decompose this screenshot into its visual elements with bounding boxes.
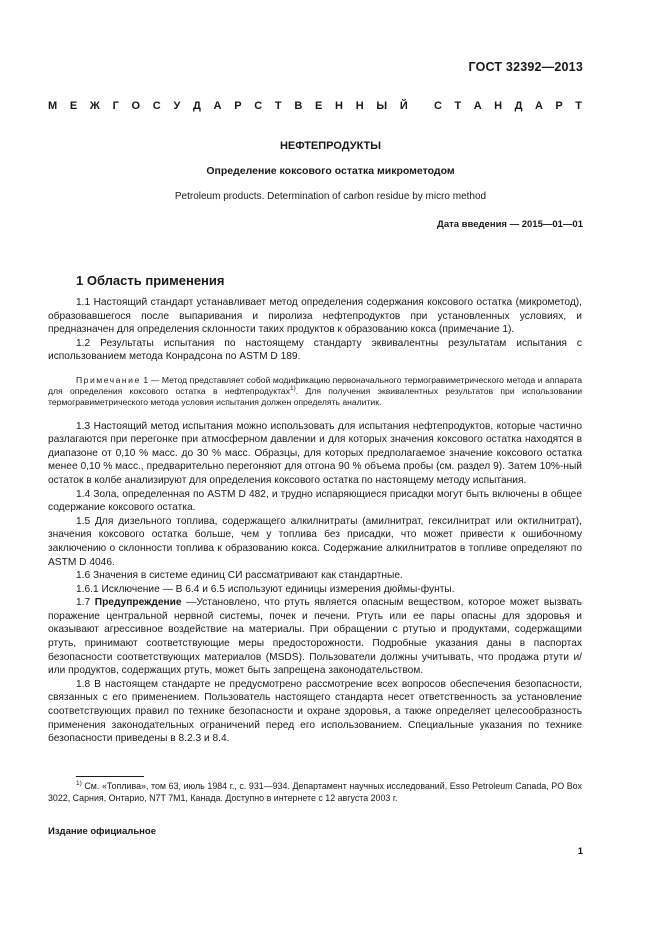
banner-letter: Н xyxy=(494,100,503,112)
note-text-b: . Для получения эквивалентных результатов при использовании термогравиметрического метода условия испытания должен определять аналитик. xyxy=(48,386,582,408)
paragraph-1-7 xyxy=(48,596,582,678)
paragraph-1-5: 1.5 Для дизельного топлива, содержащего алкилнитраты (амилнитрат, гексилнитрат или октилнитрат), значения коксового остатка больше, чем у топлива без присадки, что может привести к ошибочному заключению о склонности топлива к образованию кокса. Содержание алкилнитратов в топливе определяют по ASTM D 4046. xyxy=(48,515,582,568)
banner-letter: Т xyxy=(575,100,582,112)
paragraph-1-7-text: —Установлено, что ртуть является опасным веществом, которое может вызвать поражение центральной нервной системы, почек и печени. Ртуть или ее пары опасны для здоровья и оказывают агрессивное воздействие на материалы. При обращении с ртутью и продуктами, содержащими ртуть, принимают соответствующие меры предосторожности. Подробные указания даны в паспортах безопасности соответствующих материалов (MSDS). Пользователи должны учитывать, что продажа ртути и/или продуктов, содержащих ртуть, может быть запрещена законодательством. xyxy=(48,597,582,677)
paragraph-1-3: 1.3 Настоящий метод испытания можно использовать для испытания нефтепродуктов, которые частично разлагаются при перегонке при атмосферном давлении и для которых значения коксового остатка находятся в диапазоне от 0,10 % масс. до 30 % масс. Образцы, для которых предполагаемое значение коксового остатка менее 0,10 % масс., предварительно перегоняют для отгона 90 % объема пробы (см. раздел 9). Затем 10%-ный остаток в колбе анализируют для определения коксового остатка по настоящему методу испытания. xyxy=(48,420,582,486)
banner-letter: Т xyxy=(454,100,462,112)
note-label: Примечание xyxy=(76,374,141,385)
warning-label: Предупреждение xyxy=(94,597,182,609)
banner-letter: Й xyxy=(399,100,408,112)
banner-letter: Н xyxy=(335,100,343,112)
banner-letter: Е xyxy=(69,100,78,112)
page-number: 1 xyxy=(577,846,583,857)
banner-letter: С xyxy=(254,100,263,112)
banner-letter: А xyxy=(213,100,222,112)
paragraph-1-4: 1.4 Зола, определенная по ASTM D 482, и трудно испаряющиеся присадки могут быть включены в общее содержание коксового остатка. xyxy=(48,488,582,514)
banner-letter: Т xyxy=(274,100,282,112)
banner-letter: Е xyxy=(315,100,323,112)
interstate-standard-banner xyxy=(48,100,582,112)
banner-letter: В xyxy=(294,100,303,112)
official-edition-label: Издание официальное xyxy=(48,826,156,837)
document-title: НЕФТЕПРОДУКТЫ xyxy=(279,140,382,152)
standard-number: ГОСТ 32392—2013 xyxy=(468,60,583,74)
banner-letter: С xyxy=(152,100,161,112)
banner-letter: Г xyxy=(112,100,119,112)
banner-letter: Д xyxy=(514,100,523,112)
banner-letter: А xyxy=(473,100,482,112)
english-title: Petroleum products. Determination of carbon residue by micro method xyxy=(174,191,487,202)
note-text-a: 1 — Метод представляет собой модификацию первоначального термогравиметрического метода и аппарата для определения коксового остатка в нефтепродуктах xyxy=(48,374,582,397)
banner-letter: О xyxy=(131,100,141,112)
footnote xyxy=(48,780,582,805)
banner-word-standard xyxy=(434,100,582,112)
paragraph-1-8: 1.8 В настоящем стандарте не предусмотрено рассмотрение всех вопросов обеспечения безопасности, связанных с его применением. Пользователь настоящего стандарта несет ответственность за установление соответствующих правил по технике безопасности и охране здоровья, а также определяет целесообразность применения законодательных ограничений перед его использованием. Специальные указания по технике безопасности приведены в 8.2.3 и 8.4. xyxy=(48,678,582,745)
banner-letter: Р xyxy=(234,100,242,112)
introduction-date: Дата введения — 2015—01—01 xyxy=(437,219,583,230)
document-subtitle: Определение коксового остатка микрометодом xyxy=(206,165,455,177)
banner-letter: Ж xyxy=(89,100,100,112)
section-heading: 1 Область применения xyxy=(76,273,225,288)
banner-letter: Н xyxy=(355,100,364,112)
paragraph-1-7-number: 1.7 xyxy=(76,597,95,609)
note-1 xyxy=(48,375,582,409)
footnote-mark: 1) xyxy=(76,780,82,788)
paragraph-1-1: 1.1 Настоящий стандарт устанавливает метод определения содержания коксового остатка (микрометод), образовавшегося после выпаривания и пиролиза нефтепродуктов при установленных условиях, и предназначен для определения склонности таких продуктов к образованию кокса (примечание 1). xyxy=(48,297,582,336)
footnote-ref[interactable]: 1) xyxy=(290,385,296,393)
banner-letter: Д xyxy=(193,100,201,112)
banner-word-interstate xyxy=(48,100,408,112)
banner-letter: А xyxy=(534,100,543,112)
paragraph-1-2: 1.2 Результаты испытания по настоящему стандарту эквивалентны результатам испытания с использованием метода Конрадсона по ASTM D 189. xyxy=(48,337,582,363)
footnote-divider xyxy=(76,776,144,777)
banner-letter: У xyxy=(173,100,181,112)
paragraph-1-6: 1.6 Значения в системе единиц СИ рассматривают как стандартные. xyxy=(76,570,403,582)
banner-letter: С xyxy=(434,100,442,112)
banner-letter: Р xyxy=(555,100,563,112)
paragraph-1-6-1: 1.6.1 Исключение — В 6.4 и 6.5 используют единицы измерения дюймы-фунты. xyxy=(76,583,455,595)
banner-letter: М xyxy=(48,100,58,112)
section-body xyxy=(48,296,582,746)
footnote-text: См. «Топлива», том 63, июль 1984 г., с. 931—934. Департамент научных исследований, Esso Petroleum Canada, PO Box 3022, Сарния, Онтарио, N7T 7M1, Канада. Доступно в интернете с 12 августа 2003 г. xyxy=(48,781,582,804)
banner-letter: Ы xyxy=(376,100,388,112)
